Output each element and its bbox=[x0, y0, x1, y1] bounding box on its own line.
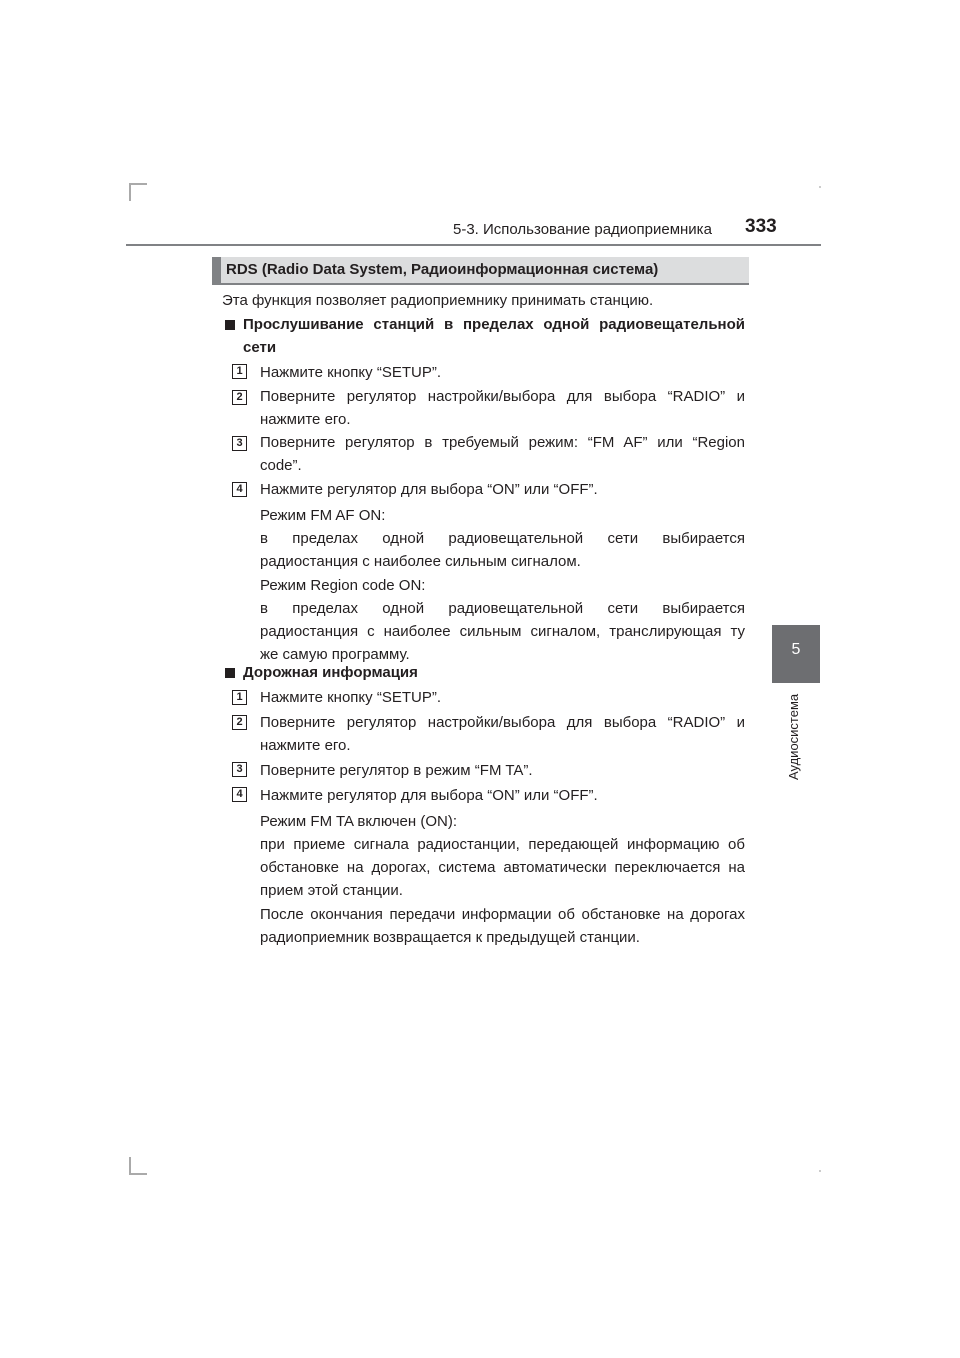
step-text: Нажмите кнопку “SETUP”. bbox=[260, 689, 441, 706]
section-title: RDS (Radio Data System, Радиоинформационная система) bbox=[226, 261, 659, 278]
note-text: Режим FM TA включен (ON): bbox=[260, 813, 457, 830]
note-text: Режим FM AF ON: bbox=[260, 507, 386, 524]
step-number-1: 1 bbox=[232, 364, 247, 379]
step-number-1: 1 bbox=[232, 690, 247, 705]
chapter-label: Аудиосистема bbox=[786, 693, 801, 780]
title-accent bbox=[212, 257, 221, 283]
note-text: радиостанция с наиболее сильным сигналом. bbox=[260, 553, 581, 570]
step-number-4: 4 bbox=[232, 482, 247, 497]
step-text-cont: code”. bbox=[260, 457, 302, 474]
step-text: Поверните регулятор в требуемый режим: “FM AF” или “Region bbox=[260, 434, 745, 451]
chapter-number: 5 bbox=[791, 641, 801, 658]
crop-mark-top-left-vertical bbox=[129, 183, 131, 201]
crop-mark-top-right bbox=[819, 186, 821, 188]
note-text: в пределах одной радиовещательной сети выбирается bbox=[260, 530, 745, 547]
crop-mark-bottom-left-horizontal bbox=[129, 1173, 147, 1175]
step-text: Поверните регулятор в режим “FM TA”. bbox=[260, 762, 533, 779]
crop-mark-bottom-right bbox=[819, 1170, 821, 1172]
step-text: Нажмите регулятор для выбора “ON” или “OFF”. bbox=[260, 787, 598, 804]
step-text: Нажмите регулятор для выбора “ON” или “OFF”. bbox=[260, 481, 598, 498]
subsection-heading: Дорожная информация bbox=[243, 664, 418, 681]
note-text: После окончания передачи информации об обстановке на дорогах bbox=[260, 906, 745, 923]
note-text: же самую программу. bbox=[260, 646, 410, 663]
note-text: радиостанция с наиболее сильным сигналом, транслирующая ту bbox=[260, 623, 745, 640]
section-header: 5-3. Использование радиоприемника bbox=[453, 221, 712, 238]
step-text: Поверните регулятор настройки/выбора для выбора “RADIO” и bbox=[260, 714, 745, 731]
note-text: обстановке на дорогах, система автоматически переключается на bbox=[260, 859, 745, 876]
step-number-4: 4 bbox=[232, 787, 247, 802]
note-text: радиоприемник возвращается к предыдущей станции. bbox=[260, 929, 640, 946]
subsection-heading-cont: сети bbox=[243, 339, 277, 356]
header-rule bbox=[126, 244, 821, 246]
subsection-heading: Прослушивание станций в пределах одной радиовещательной bbox=[243, 316, 745, 333]
note-text: в пределах одной радиовещательной сети выбирается bbox=[260, 600, 745, 617]
step-number-3: 3 bbox=[232, 762, 247, 777]
step-text-cont: нажмите его. bbox=[260, 411, 351, 428]
step-text: Поверните регулятор настройки/выбора для выбора “RADIO” и bbox=[260, 388, 745, 405]
crop-mark-top-left-horizontal bbox=[129, 183, 147, 185]
step-text: Нажмите кнопку “SETUP”. bbox=[260, 364, 441, 381]
step-number-3: 3 bbox=[232, 436, 247, 451]
bullet-square-icon bbox=[225, 668, 235, 678]
note-text: прием этой станции. bbox=[260, 882, 403, 899]
step-number-2: 2 bbox=[232, 715, 247, 730]
step-number-2: 2 bbox=[232, 390, 247, 405]
section-title-bar bbox=[212, 257, 749, 285]
step-text-cont: нажмите его. bbox=[260, 737, 351, 754]
intro-text: Эта функция позволяет радиоприемнику принимать станцию. bbox=[222, 292, 654, 309]
note-text: Режим Region code ON: bbox=[260, 577, 426, 594]
page-number: 333 bbox=[745, 216, 777, 237]
chapter-tab bbox=[772, 625, 820, 683]
bullet-square-icon bbox=[225, 320, 235, 330]
note-text: при приеме сигнала радиостанции, передающей информацию об bbox=[260, 836, 745, 853]
